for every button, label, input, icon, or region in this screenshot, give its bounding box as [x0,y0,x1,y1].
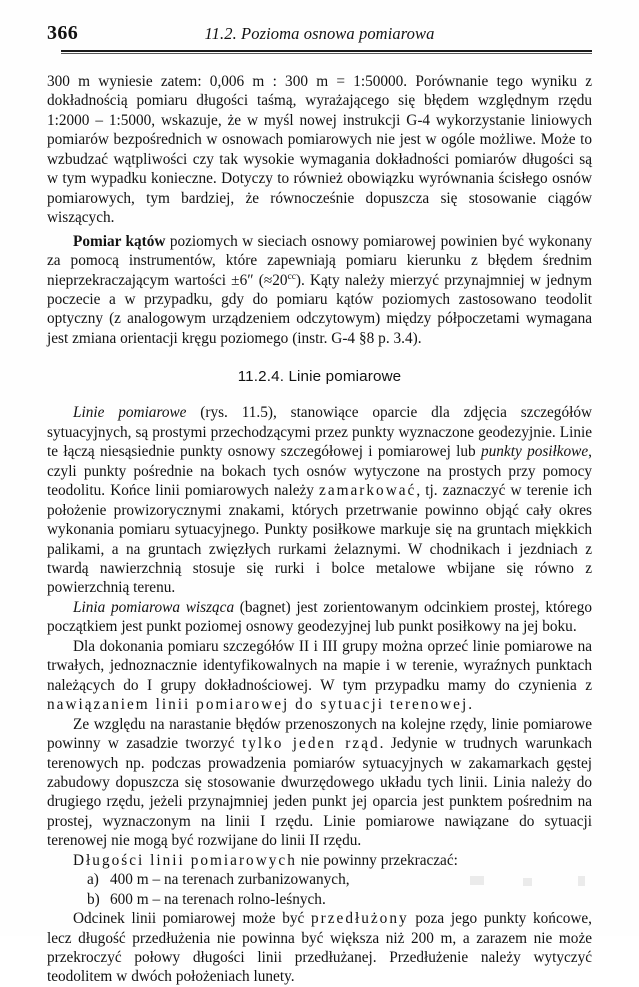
angle-measurement-text-1: poziomych w sieciach osnowy pomiarowej powinien być wykonany za pomocą instrumentów, które zapewniają pomiaru kierunku z błędem średnim nieprzekraczającym wartości ±6″ (≈20 [47,232,592,289]
emphasis-zamarkowac: zamarkować [319,482,417,500]
survey-lines-text-2: , czyli punkty pośrednie na bokach tych osnów wytyczone na prostych przy pomocy teodolitu. Końce linii pomiarowych należy [47,443,592,500]
paragraph-angle-measurement [47,232,592,349]
paragraph-detail-survey [47,637,592,715]
auxiliary-points-term: punkty posiłkowe [481,443,589,461]
survey-lines-text-3: , tj. zaznaczyć w terenie ich położenie prowizorycznymi znakami, których przetrwanie powinno objąć cały okres wykonania pomiaru sytuacyjnego. Punkty posiłkowe markuje się na gruntach miękkich palikami, a na gruntach zwięzłych rurkami żelaznymi. W chodnikach i jezdniach z twardą nawierzchnią stosuje się rurki i bolce metalowe wbijane się równo z powierzchnią terenu. [47,482,592,597]
error-propagation-text-2: . Jedynie w trudnych warunkach terenowych np. podczas prowadzenia pomiarów sytuacyjnych w zakamarkach gęstej zabudowy dopuszcza się stosowanie dwurzędowego układu tych linii. Linia należy do drugiego rzędu, jeżeli przynajmniej jeden punkt jej oparcia jest punktem pośrednim na prostej, wyznaczonym na linii I rzędu. Linie pomiarowe nawiązane do sytuacji terenowej nie mogą być rozwijane do linii II rzędu. [47,735,592,850]
hanging-line-term: Linia pomiarowa wisząca [73,598,235,616]
text-column [47,72,592,987]
angle-measurement-lead: Pomiar kątów [73,232,166,250]
paragraph-error-propagation [47,715,592,851]
detail-survey-text-1: Dla dokonania pomiaru szczegółów II i III grupy można oprzeć linie pomiarowe na trwałych, jednoznacznie identyfikowalnych na mapie i w terenie, wyraźnych punktach należących do I grupy dokładnościowej. W tym przypadku mamy do czynienia z [47,637,592,694]
angle-measurement-text-2: ). Kąty należy mierzyć przynajmniej w jednym poczecie a w przypadku, gdy do pomiaru kątów poziomych zastosowano teodolit optyczny (z analogowym urządzeniem odczytowym) między półpoczetami wymagana jest zmiana orientacji kręgu poziomego (instr. G-4 §8 p. 3.4). [47,271,592,347]
list-item [47,890,592,909]
hanging-line-text: (bagnet) jest zorientowanym odcinkiem prostej, którego początkiem jest punkt poziomej osnowy geodezyjnej lub punkt posiłkowy na jej boku. [47,598,592,636]
section-heading: 11.2.4. Linie pomiarowe [237,368,402,386]
centesimal-second-superscript: cc [287,271,296,282]
survey-lines-text-1: (rys. 11.5), stanowiące oparcie dla zdjęcia szczegółów sytuacyjnych, są prostymi przechodzącymi przez punkty wyznaczone geodezyjnie. Linie te łączą niesąsiednie punkty osnowy szczegółowej i pomiarowej lub [47,404,592,461]
line-length-limits-list [47,870,592,909]
paragraph-survey-lines [47,403,592,598]
emphasis-tylko-jeden-rzad: tylko jeden rząd [241,735,380,753]
page-header [47,20,592,56]
list-item-marker: a) [87,871,99,889]
line-extension-text-1: Odcinek linii pomiarowej może być [73,910,312,928]
emphasis-przedluzony: przedłużony [311,910,409,928]
list-item-text: 400 m – na terenach zurbanizowanych, [110,871,350,889]
list-item-text: 600 m – na terenach rolno-leśnych. [110,890,326,908]
page-number: 366 [47,22,79,44]
paragraph-line-extension [47,909,592,987]
running-head-title: 11.2. Pozioma osnowa pomiarowa [204,24,435,43]
list-item-marker: b) [87,890,100,908]
detail-survey-text-2: . [468,696,473,714]
survey-lines-term: Linie pomiarowe [73,404,187,422]
header-rule [61,50,592,54]
emphasis-dlugosci-linii: Długości linii pomiarowych [73,851,297,869]
paragraph-line-lengths [47,851,592,870]
emphasis-nawiazanie: nawiązaniem linii pomiarowej do sytuacji terenowej [47,696,469,714]
paragraph-hanging-line [47,598,592,637]
line-lengths-text: nie powinny przekraczać: [296,851,458,869]
paragraph-intro [47,72,592,228]
list-item [47,870,592,889]
error-propagation-text-1: Ze względu na narastanie błędów przenoszonych na kolejne rzędy, linie pomiarowe powinny w zasadzie tworzyć [47,715,592,753]
paragraph-intro-text: 300 m wyniesie zatem: 0,006 m : 300 m = 1:50000. Porównanie tego wyniku z dokładnością pomiaru długości taśmą, wyrażającego się błędem względnym rzędu 1:2000 – 1:5000, wskazuje, że w myśl nowej instrukcji G-4 wykorzystanie liniowych pomiarów bezpośrednich w osnowach pomiarowych nie jest w ogóle możliwe. Może to wzbudzać wątpliwości czy tak wysokie wymagania dokładności pomiarów długości są w tym wypadku konieczne. Dotyczy to również obowiązku wyrównania ścisłego osnów pomiarowych, tym bardziej, że równocześnie dopuszcza się stosowanie ciągów wiszących. [47,73,592,227]
line-extension-text-2: poza jego punkty końcowe, lecz długość przedłużenia nie powinna być większa niż 200 m, a zarazem nie może przekroczyć połowy długości linii przedłużanej. Przedłużenie należy wytyczyć teodolitem w dwóch położeniach lunety. [47,910,592,986]
